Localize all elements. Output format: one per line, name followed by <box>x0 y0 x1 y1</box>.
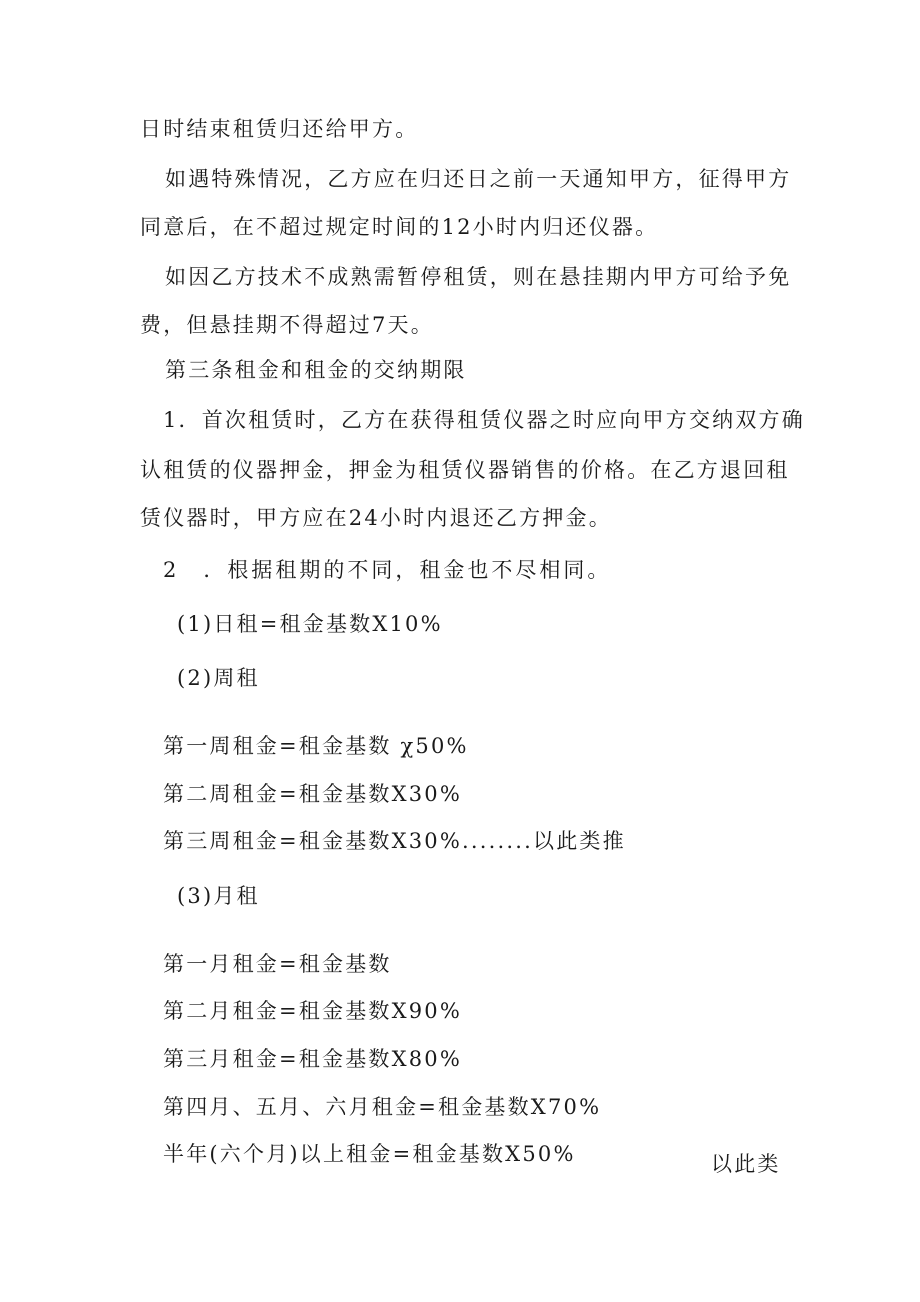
list-item: 第二月租金=租金基数X90% <box>163 999 463 1023</box>
paragraph-line: 认租赁的仪器押金，押金为租赁仪器销售的价格。在乙方退回租 <box>140 458 790 482</box>
list-item: 第四月、五月、六月租金=租金基数X70% <box>163 1095 602 1119</box>
paragraph-line: 2 ．根据租期的不同，租金也不尽相同。 <box>163 558 612 582</box>
list-item: (1)日租=租金基数X10% <box>177 612 443 636</box>
paragraph-line: 费，但悬挂期不得超过7天。 <box>140 313 434 337</box>
list-item: 第二周租金=租金基数X30% <box>163 782 463 806</box>
list-item: (3)月租 <box>177 884 260 908</box>
list-item: 第三周租金=租金基数X30%........以此类推 <box>163 829 626 853</box>
list-item: 第一月租金=租金基数 <box>163 952 392 976</box>
paragraph-line: 赁仪器时，甲方应在24小时内退还乙方押金。 <box>140 506 612 530</box>
list-item: (2)周租 <box>177 666 260 690</box>
list-item: 第一周租金=租金基数 χ50% <box>163 734 469 758</box>
list-item: 半年(六个月)以上租金=租金基数X50% <box>163 1142 576 1166</box>
trailing-text: 以此类 <box>711 1152 781 1176</box>
paragraph-line: 如遇特殊情况，乙方应在归还日之前一天通知甲方，征得甲方 <box>165 167 792 191</box>
paragraph-line: 同意后，在不超过规定时间的12小时内归还仪器。 <box>140 215 659 239</box>
paragraph-line: 日时结束租赁归还给甲方。 <box>140 117 419 141</box>
paragraph-line: 1．首次租赁时，乙方在获得租赁仪器之时应向甲方交纳双方确 <box>163 408 805 432</box>
section-heading: 第三条租金和租金的交纳期限 <box>165 358 467 382</box>
paragraph-line: 如因乙方技术不成熟需暂停租赁，则在悬挂期内甲方可给予免 <box>165 265 792 289</box>
list-item: 第三月租金=租金基数X80% <box>163 1047 463 1071</box>
